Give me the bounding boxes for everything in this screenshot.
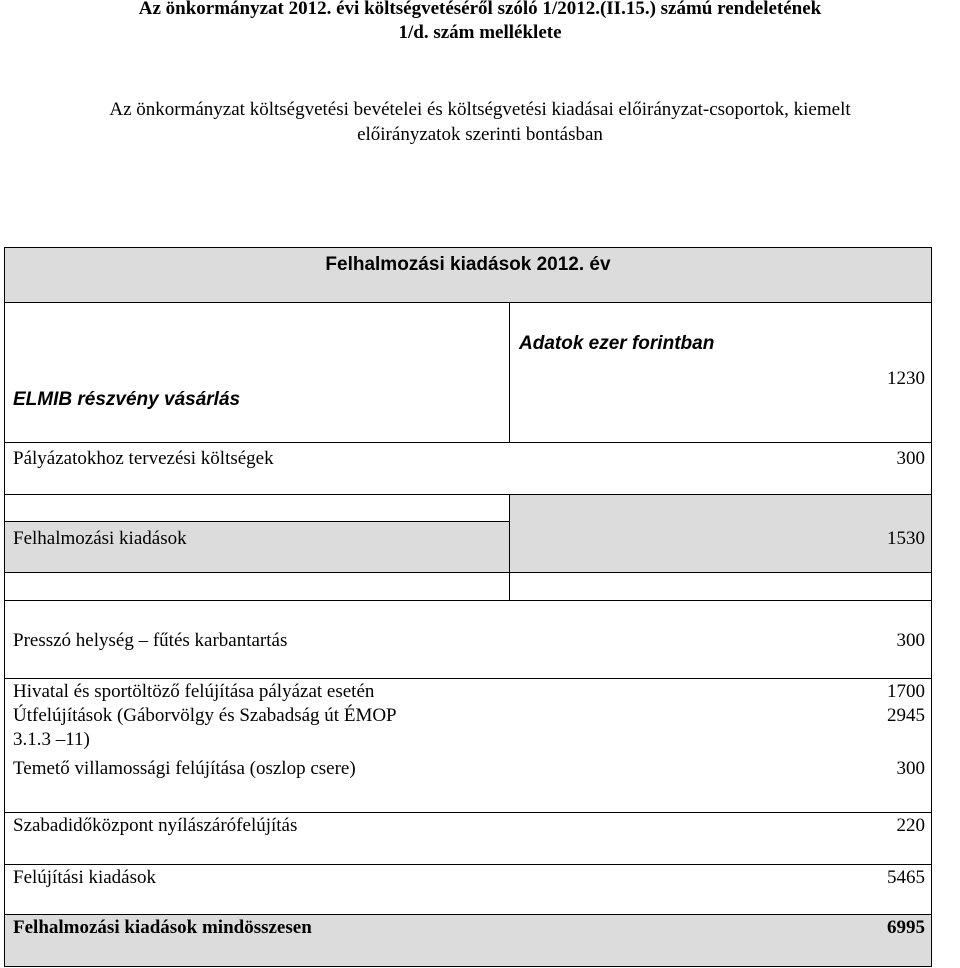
row-value: 1530 — [887, 528, 925, 549]
row-value: 2945 — [887, 705, 925, 726]
expenditure-table — [4, 247, 932, 967]
row-label: Szabadidőközpont nyílászárófelújítás — [13, 815, 298, 836]
row-label: ELMIB részvény vásárlás — [13, 389, 241, 410]
row-value: 1700 — [887, 681, 925, 702]
row-value: 6995 — [887, 917, 925, 938]
document-title-line2: 1/d. szám melléklete — [398, 22, 562, 43]
table-row — [5, 864, 931, 914]
table-title: Felhalmozási kiadások 2012. év — [325, 254, 611, 275]
row-label: Temető villamossági felújítása (oszlop csere) — [13, 758, 356, 779]
table-row — [5, 678, 931, 702]
row-value: 300 — [896, 758, 925, 779]
document-title-line1: Az önkormányzat 2012. évi költségvetéséről szóló 1/2012.(II.15.) számú rendeletének — [138, 0, 822, 19]
table-row-total — [5, 914, 931, 966]
table-row — [5, 703, 931, 758]
table-title-row — [5, 248, 931, 302]
spacer-row — [5, 572, 931, 600]
row-value: 220 — [896, 815, 925, 836]
table-row — [5, 812, 931, 864]
document-subtitle-line1: Az önkormányzat költségvetési bevételei és költségvetési kiadásai előirányzat-csoportok, kiemelt — [109, 99, 851, 120]
document-subtitle-line2: előirányzatok szerinti bontásban — [357, 124, 603, 145]
unit-label: Adatok ezer forintban — [519, 333, 715, 354]
row-label: Pályázatokhoz tervezési költségek — [13, 448, 274, 469]
table-row — [5, 494, 931, 572]
row-value: 300 — [896, 448, 925, 469]
row-label-continued: 3.1.3 –11) — [13, 729, 90, 750]
row-label: Felhalmozási kiadások — [13, 528, 187, 549]
row-label: Presszó helység – fűtés karbantartás — [13, 630, 288, 651]
row-value: 1230 — [887, 368, 925, 389]
table-row — [5, 758, 931, 812]
value-cell — [509, 303, 931, 442]
table-row — [5, 600, 931, 652]
row-label: Útfelújítások (Gáborvölgy és Szabadság út ÉMOP — [13, 705, 397, 726]
row-label: Felhalmozási kiadások mindösszesen — [13, 917, 312, 938]
table-row — [5, 442, 931, 494]
row-value: 300 — [896, 630, 925, 651]
row-label: Hivatal és sportöltöző felújítása pályázat esetén — [13, 681, 375, 702]
row-value: 5465 — [887, 867, 925, 888]
row-label: Felújítási kiadások — [13, 867, 157, 888]
table-row — [5, 302, 931, 442]
